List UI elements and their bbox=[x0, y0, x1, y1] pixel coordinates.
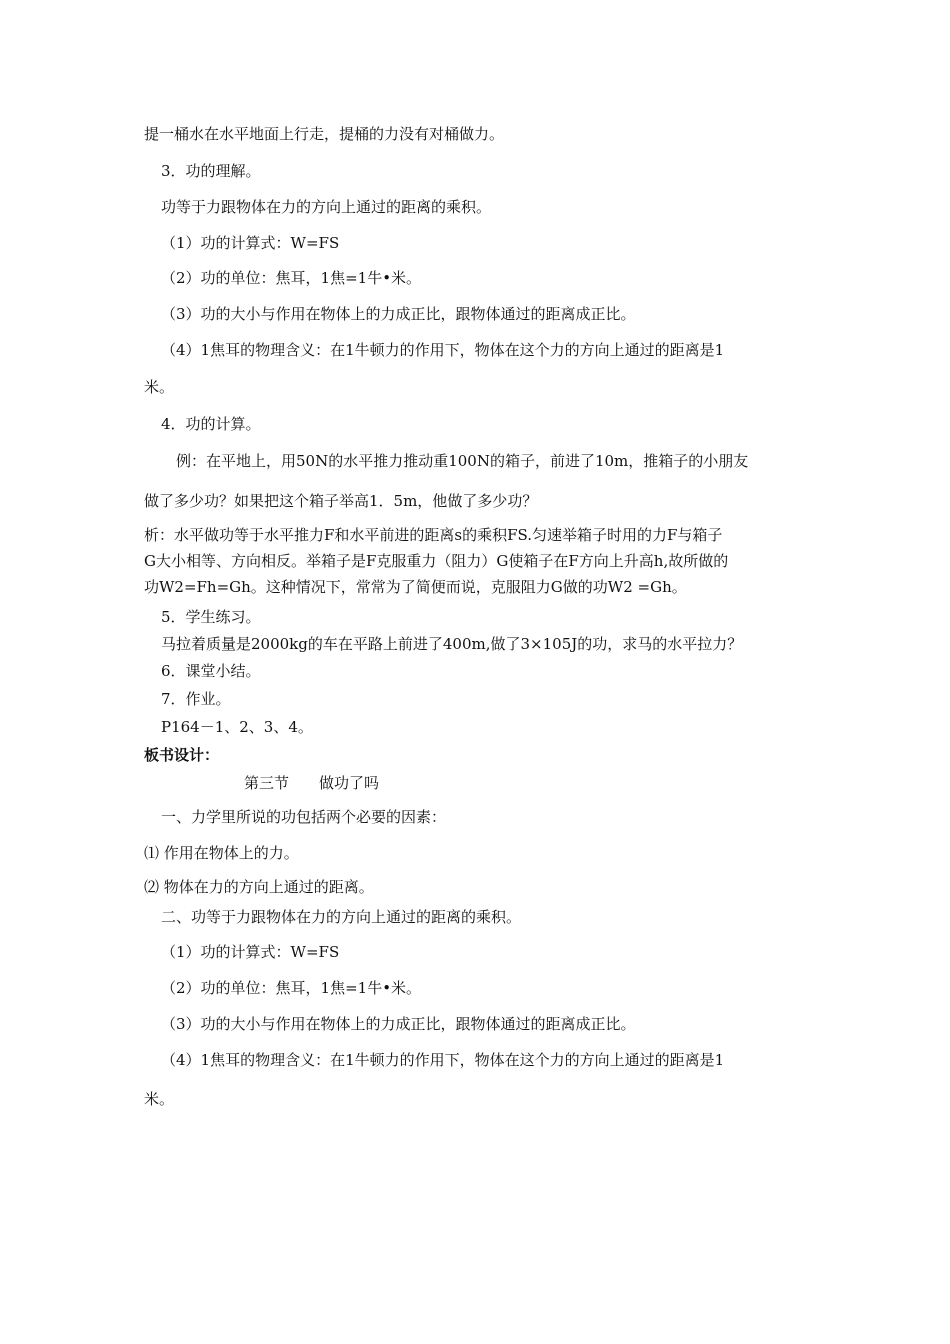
homework-line: P164－1、2、3、4。 bbox=[161, 718, 313, 736]
paragraph-line: 提一桶水在水平地面上行走，提桶的力没有对桶做力。 bbox=[144, 125, 505, 143]
list-item: （1）功的计算式：W=FS bbox=[161, 234, 340, 252]
example-line: 例：在平地上，用50N的水平推力推动重100N的箱子，前进了10m，推箱子的小朋友 bbox=[176, 452, 749, 470]
paragraph-line: 一、力学里所说的功包括两个必要的因素： bbox=[161, 808, 447, 826]
list-item: ⑴ 作用在物体上的力。 bbox=[144, 844, 299, 862]
section-heading: 4．功的计算。 bbox=[161, 415, 261, 433]
list-item: （2）功的单位：焦耳，1焦=1牛•米。 bbox=[161, 269, 422, 287]
list-item: （3）功的大小与作用在物体上的力成正比，跟物体通过的距离成正比。 bbox=[161, 1015, 636, 1033]
board-design-heading: 板书设计： bbox=[144, 746, 220, 764]
section-heading: 7．作业。 bbox=[161, 690, 231, 708]
analysis-line: 析：水平做功等于水平推力F和水平前进的距离s的乘积FS.匀速举箱子时用的力F与箱子 bbox=[144, 526, 723, 544]
paragraph-line: 米。 bbox=[144, 1090, 175, 1108]
paragraph-line: 二、功等于力跟物体在力的方向上通过的距离的乘积。 bbox=[161, 908, 522, 926]
paragraph-line: 米。 bbox=[144, 378, 175, 396]
board-title: 第三节 做功了吗 bbox=[244, 774, 380, 792]
paragraph-line: 功等于力跟物体在力的方向上通过的距离的乘积。 bbox=[161, 198, 492, 216]
analysis-line: G大小相等、方向相反。举箱子是F克服重力（阻力）G使箱子在F方向上升高h,故所做的 bbox=[144, 552, 729, 570]
list-item: （2）功的单位：焦耳，1焦=1牛•米。 bbox=[161, 979, 422, 997]
list-item: （4）1焦耳的物理含义：在1牛顿力的作用下，物体在这个力的方向上通过的距离是1 bbox=[161, 1051, 725, 1069]
example-line: 做了多少功？如果把这个箱子举高1．5m，他做了多少功？ bbox=[144, 492, 538, 510]
list-item: （3）功的大小与作用在物体上的力成正比，跟物体通过的距离成正比。 bbox=[161, 305, 636, 323]
exercise-line: 马拉着质量是2000kg的车在平路上前进了400m,做了3×105J的功，求马的水平拉力？ bbox=[161, 635, 743, 653]
section-heading: 3．功的理解。 bbox=[161, 162, 261, 180]
list-item: （4）1焦耳的物理含义：在1牛顿力的作用下，物体在这个力的方向上通过的距离是1 bbox=[161, 341, 725, 359]
section-heading: 6．课堂小结。 bbox=[161, 662, 261, 680]
analysis-line: 功W2=Fh=Gh。这种情况下，常常为了简便而说，克服阻力G做的功W2 =Gh。 bbox=[144, 578, 687, 596]
list-item: （1）功的计算式：W=FS bbox=[161, 943, 340, 961]
section-heading: 5．学生练习。 bbox=[161, 608, 261, 626]
list-item: ⑵ 物体在力的方向上通过的距离。 bbox=[144, 878, 374, 896]
